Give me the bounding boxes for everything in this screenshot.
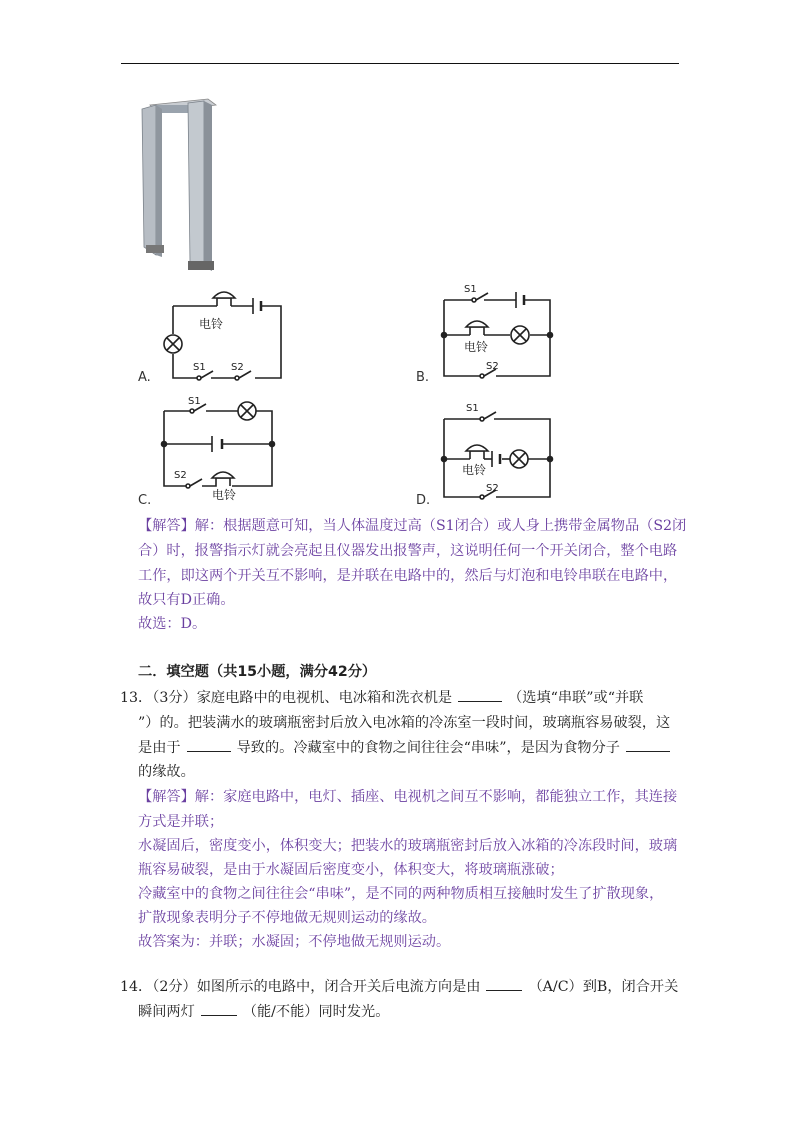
q13-line1: 13．（3分）家庭电路中的电视机、电冰箱和洗衣机是 （选填“串联”或“并联	[120, 686, 643, 711]
answer13-line3: 水凝固后，密度变小，体积变大；把装水的玻璃瓶密封后放入冰箱的冷冻段时间，玻璃	[138, 838, 678, 854]
svg-text:S1: S1	[466, 403, 479, 414]
circuit-d	[436, 402, 556, 502]
circuit-b	[436, 283, 556, 383]
section-heading: 二．填空题（共15小题，满分42分）	[138, 664, 377, 680]
circuit-a	[155, 288, 285, 383]
answer13-line1: 【解答】解：家庭电路中，电灯、插座、电视机之间互不影响，都能独立工作，其连接	[138, 789, 678, 805]
q14-line1: 14．（2分）如图所示的电路中，闭合开关后电流方向是由 （A/C）到B，闭合开关	[120, 975, 678, 1000]
security-gate-image	[138, 95, 223, 275]
header-rule	[121, 63, 679, 64]
svg-text:S2: S2	[174, 470, 187, 481]
svg-text:S2: S2	[486, 361, 499, 372]
svg-text:电铃: 电铃	[464, 340, 489, 354]
option-b-label: B.	[416, 370, 430, 385]
svg-text:电铃: 电铃	[212, 488, 237, 502]
answer12-line3: 工作，即这两个开关互不影响，是并联在电路中的，然后与灯泡和电铃串联在电路中，	[138, 568, 678, 584]
q13-blank-1[interactable]	[458, 687, 502, 702]
svg-text:S2: S2	[486, 483, 499, 494]
q13-line3: 是由于 导致的。冷藏室中的食物之间往往会“串味”，是因为食物分子	[138, 736, 676, 761]
bell-label: 电铃	[199, 317, 224, 331]
q14-blank-2[interactable]	[201, 1001, 237, 1016]
svg-text:电铃: 电铃	[462, 463, 487, 477]
q13-blank-3[interactable]	[626, 737, 670, 752]
q13-line4: 的缘故。	[138, 764, 195, 780]
svg-text:S1: S1	[464, 284, 477, 295]
answer13-line7: 故答案为：并联；水凝固；不停地做无规则运动。	[138, 934, 451, 950]
option-c-label: C.	[138, 493, 152, 508]
q14-blank-1[interactable]	[486, 976, 522, 991]
q13-line2: ”）的。把装满水的玻璃瓶密封后放入电冰箱的冷冻室一段时间，玻璃瓶容易破裂，这	[138, 715, 671, 731]
answer13-line5: 冷藏室中的食物之间往往会“串味”，是不同的两种物质相互接触时发生了扩散现象，	[138, 886, 664, 902]
q13-blank-2[interactable]	[187, 737, 231, 752]
answer12-line4: 故只有D正确。	[138, 592, 235, 608]
answer12-line1: 【解答】解：根据题意可知，当人体温度过高（S1闭合）或人身上携带金属物品（S2闭	[138, 518, 687, 534]
option-a-label: A.	[138, 370, 151, 385]
q14-line2: 瞬间两灯 （能/不能）同时发光。	[138, 1000, 389, 1025]
circuit-c	[156, 394, 281, 504]
svg-text:S1: S1	[193, 362, 206, 373]
answer12-line2: 合）时，报警指示灯就会亮起且仪器发出报警声，这说明任何一个开关闭合，整个电路	[138, 543, 678, 559]
answer13-line6: 扩散现象表明分子不停地做无规则运动的缘故。	[138, 910, 436, 926]
answer13-line2: 方式是并联；	[138, 814, 224, 830]
answer13-line4: 瓶容易破裂，是由于水凝固后密度变小，体积变大，将玻璃瓶涨破；	[138, 862, 564, 878]
svg-text:S2: S2	[231, 362, 244, 373]
answer12-line5: 故选：D。	[138, 616, 207, 632]
svg-text:S1: S1	[188, 396, 201, 407]
option-d-label: D.	[416, 493, 431, 508]
